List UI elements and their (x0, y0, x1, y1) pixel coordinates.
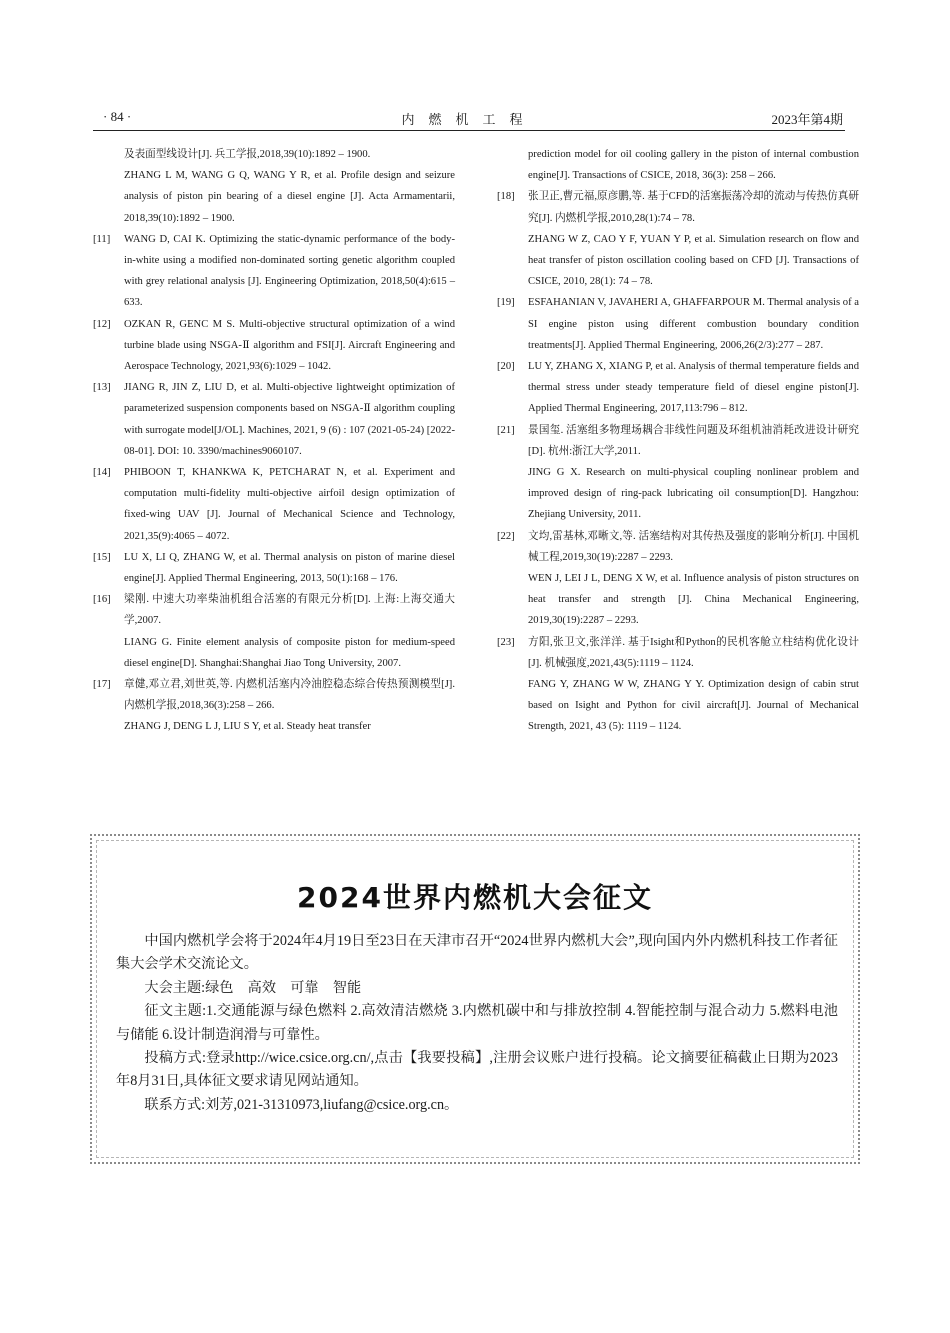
reference-text: prediction model for oil cooling gallery in the piston of internal combustion engine[J]. Transactions of CSICE, 2018, 36(3): 258 – 266. (528, 149, 859, 182)
reference-text: 景国玺. 活塞组多物理场耦合非线性问题及环组机油消耗改进设计研究[D]. 杭州:浙江大学,2011. (528, 424, 859, 457)
reference-entry (93, 229, 455, 314)
notice-paragraph: 大会主题:绿色 高效 可靠 智能 (144, 979, 362, 996)
reference-entry (497, 632, 859, 738)
reference-text: 方阳,张卫文,张洋洋. 基于Isight和Python的民机客舱立柱结构优化设计[J]. 机械强度,2021,43(5):1119 – 1124. (528, 636, 859, 669)
reference-text: ZHANG J, DENG L J, LIU S Y, et al. Steady heat transfer (124, 721, 371, 733)
reference-text: 及表面型线设计[J]. 兵工学报,2018,39(10):1892 – 1900. (124, 149, 371, 160)
reference-text: PHIBOON T, KHANKWA K, PETCHARAT N, et al. Experiment and computation multi-fidelity multi-objective airfoil design optimization of fixed-wing UAV [J]. Journal of Mechanical Science and Technology, 2021,35(9):4065 – 4072. (124, 467, 455, 542)
reference-text: ZHANG W Z, CAO Y F, YUAN Y P, et al. Simulation research on flow and heat transfer of piston oscillation cooling based on CFD [J]. Transactions of CSICE, 2010, 28(1): 74 – 78. (528, 233, 859, 288)
journal-title: 内燃机工程 (401, 112, 537, 127)
reference-number: [12] (93, 318, 111, 330)
reference-entry (93, 314, 455, 378)
reference-entry (497, 420, 859, 526)
reference-text: ZHANG L M, WANG G Q, WANG Y R, et al. Profile design and seizure analysis of piston pin bearing of a diesel engine [J]. Acta Armamentarii, 2018,39(10):1892 – 1900. (124, 170, 455, 224)
reference-number: [17] (93, 679, 111, 691)
reference-text: JING G X. Research on multi-physical coupling nonlinear problem and improved design of ring-pack lubricating oil consumption[D]. Hangzhou: Zhejiang University, 2011. (528, 467, 859, 521)
reference-entry (93, 547, 455, 589)
reference-number: [19] (497, 297, 515, 309)
reference-number: [14] (93, 467, 111, 479)
reference-text: LU Y, ZHANG X, XIANG P, et al. Analysis of thermal temperature fields and thermal stress under steady temperature field of diesel engine piston[J]. Applied Thermal Engineering, 2017,113:796 – 812. (528, 361, 859, 415)
notice-paragraph: 中国内燃机学会将于2024年4月19日至23日在天津市召开“2024世界内燃机大会”,现向国内外内燃机科技工作者征集大会学术交流论文。 (116, 933, 838, 973)
reference-entry (93, 377, 455, 462)
page-number: · 84 · (103, 109, 132, 124)
references-left-column (93, 144, 455, 738)
reference-text: FANG Y, ZHANG W W, ZHANG Y Y. Optimization design of cabin strut based on Isight and Python for civil aircraft[J]. Journal of Mechanical Strength, 2021, 43 (5): 1119 – 1124. (528, 679, 859, 733)
reference-number: [18] (497, 191, 515, 203)
reference-number: [21] (497, 424, 515, 436)
reference-text: LIANG G. Finite element analysis of composite piston for medium-speed diesel engine[D]. Shanghai:Shanghai Jiao Tong University, 2007. (124, 636, 455, 669)
reference-entry (497, 186, 859, 292)
reference-entry (93, 674, 455, 738)
reference-text: OZKAN R, GENC M S. Multi-objective structural optimization of a wind turbine blade using NSGA-Ⅱ algorithm and FSI[J]. Aircraft Engineering and Aerospace Technology, 2021,93(6):1029 – 1042. (124, 318, 455, 373)
reference-entry (93, 144, 455, 229)
reference-number: [23] (497, 636, 515, 648)
reference-entry (497, 526, 859, 632)
reference-text: 张卫正,曹元福,原彦鹏,等. 基于CFD的活塞振荡冷却的流动与传热仿真研究[J]. 内燃机学报,2010,28(1):74 – 78. (528, 191, 859, 224)
reference-number: [16] (93, 594, 111, 606)
notice-title: 2024世界内燃机大会征文 (297, 881, 653, 914)
page-header (93, 108, 845, 131)
reference-text: JIANG R, JIN Z, LIU D, et al. Multi-objective lightweight optimization of parameterized suspension components based on NSGA-Ⅱ algorithm coupling with surrogate model[J/OL]. Machines, 2021, 9 (6) : 107 (2021-05-24) [2022-08-01]. DOI: 10. 3390/machines9060107. (124, 382, 455, 457)
reference-entry (93, 589, 455, 674)
reference-entry (497, 292, 859, 356)
notice-body (116, 930, 838, 1117)
reference-number: [22] (497, 530, 515, 542)
notice-paragraph: 投稿方式:登录http://wice.csice.org.cn/,点击【我要投稿】,注册会议账户进行投稿。论文摘要征稿截止日期为2023年8月31日,具体征文要求请见网站通知。 (116, 1050, 838, 1090)
notice-paragraph: 联系方式:刘芳,021-31310973,liufang@csice.org.cn。 (144, 1096, 459, 1113)
reference-text: WEN J, LEI J L, DENG X W, et al. Influence analysis of piston structures on heat transfer and strength [J]. China Mechanical Engineering, 2019,30(19):2287 – 2293. (528, 573, 859, 627)
reference-text: ESFAHANIAN V, JAVAHERI A, GHAFFARPOUR M. Thermal analysis of a SI engine piston using different combustion boundary condition treatments[J]. Applied Thermal Engineering, 2006,26(2/3):277 – 287. (528, 297, 859, 351)
reference-text: 梁刚. 中速大功率柴油机组合活塞的有限元分析[D]. 上海:上海交通大学,2007. (124, 594, 455, 627)
reference-number: [13] (93, 382, 111, 394)
reference-number: [20] (497, 361, 515, 373)
issue-label: 2023年第4期 (771, 112, 843, 127)
reference-number: [15] (93, 551, 111, 563)
references-right-column (497, 144, 859, 738)
reference-entry (497, 144, 859, 186)
notice-paragraph: 征文主题:1.交通能源与绿色燃料 2.高效清洁燃烧 3.内燃机碳中和与排放控制 4.智能控制与混合动力 5.燃料电池与储能 6.设计制造润滑与可靠性。 (116, 1003, 838, 1043)
reference-number: [11] (93, 233, 111, 245)
reference-text: 文均,雷基林,邓晰文,等. 活塞结构对其传热及强度的影响分析[J]. 中国机械工程,2019,30(19):2287 – 2293. (528, 530, 859, 563)
reference-text: WANG D, CAI K. Optimizing the static-dynamic performance of the body-in-white using a modified non-dominated sorting genetic algorithm coupled with grey relational analysis [J]. Engineering Optimization, 2018,50(4):615 – 633. (124, 233, 455, 309)
reference-entry (93, 462, 455, 547)
reference-text: LU X, LI Q, ZHANG W, et al. Thermal analysis on piston of marine diesel engine[J]. Applied Thermal Engineering, 2013, 50(1):168 – 176. (124, 551, 455, 585)
reference-text: 章健,邓立君,刘世英,等. 内燃机活塞内冷油腔稳态综合传热预测模型[J]. 内燃机学报,2018,36(3):258 – 266. (124, 679, 455, 712)
reference-entry (497, 356, 859, 420)
